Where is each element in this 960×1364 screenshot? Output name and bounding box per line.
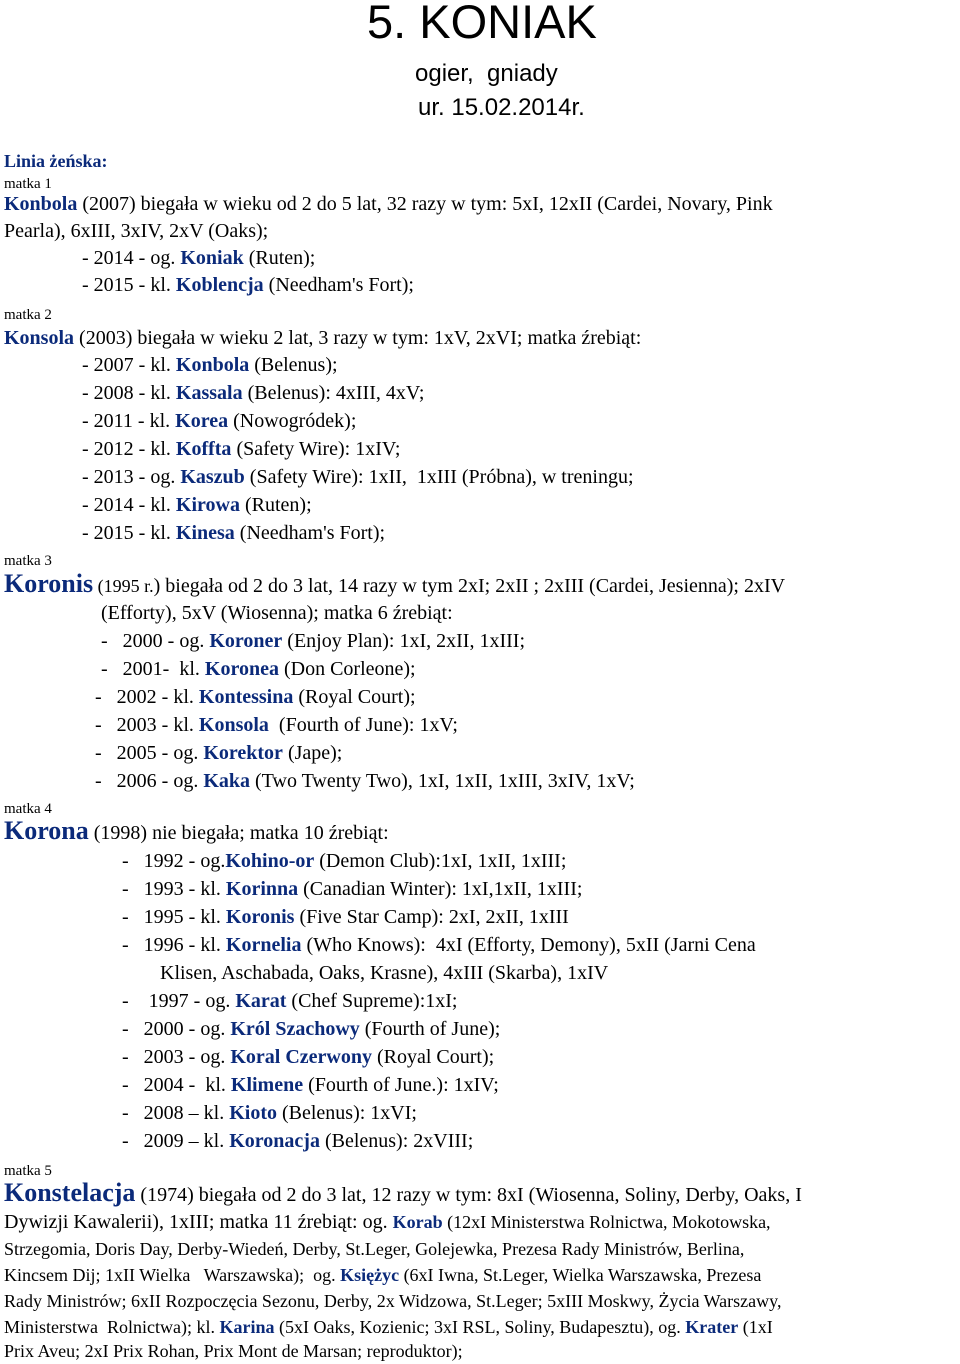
mare-name: Koronis <box>4 569 94 598</box>
matka4-offspring <box>122 1100 417 1126</box>
text: (1974) biegała od 2 do 3 lat, 12 razy w tym: 8xI (Wiosenna, Soliny, Derby, Oaks, I <box>135 1184 802 1206</box>
text: (Don Corleone); <box>278 658 416 680</box>
text: - 1992 - og. <box>122 850 226 872</box>
text: (2003) biegała w wieku 2 lat, 3 razy w tym: 1xV, 2xVI; matka źrebiąt: <box>74 327 642 349</box>
offspring-name: Kornelia <box>225 934 302 956</box>
text: - 2003 - og. <box>122 1046 231 1068</box>
offspring-name: Karina <box>219 1317 275 1337</box>
offspring-name: Koroner <box>209 630 283 652</box>
offspring-name: Konsola <box>198 714 269 736</box>
matka5-line3: Strzegomia, Doris Day, Derby-Wiedeń, Derby, St.Leger, Golejewka, Prezesa Rady Ministrów, Berlina, <box>4 1239 745 1259</box>
text: (Ruten); <box>239 494 312 516</box>
matka5-line2 <box>4 1209 771 1235</box>
text: (2007) biegała w wieku od 2 do 5 lat, 32 razy w tym: 5xI, 12xII (Cardei, Novary, Pink <box>77 193 773 215</box>
text: Dywizji Kawalerii), 1xIII; matka 11 źrebiąt: og. <box>4 1211 393 1233</box>
offspring-name: Król Szachowy <box>230 1018 360 1040</box>
text: (Who Knows): 4xI (Efforty, Demony), 5xII (Jarni Cena <box>301 934 756 956</box>
offspring-name: Karat <box>235 990 287 1012</box>
matka1-offspring-1 <box>82 245 315 271</box>
offspring-name: Kaszub <box>180 466 245 488</box>
offspring-name: Księżyc <box>340 1265 400 1285</box>
mare-name: Konsola <box>4 327 75 349</box>
matka5-line4 <box>4 1262 761 1288</box>
matka1-offspring-2 <box>82 272 414 298</box>
matka5-label: matka 5 <box>4 1163 52 1179</box>
text: (Nowogródek); <box>228 410 357 432</box>
text: (1998) nie biegała; matka 10 źrebiąt: <box>88 822 389 844</box>
offspring-name: Kontessina <box>198 686 294 708</box>
text: - 2011 - kl. <box>82 410 176 432</box>
text: (Royal Court); <box>293 686 416 708</box>
text: - 2015 - kl. <box>82 274 176 296</box>
text: (Canadian Winter): 1xI,1xII, 1xIII; <box>298 878 583 900</box>
matka3-offspring <box>101 656 416 682</box>
matka3-line1 <box>4 571 785 599</box>
text: (Fourth of June.): 1xIV; <box>303 1074 499 1096</box>
offspring-name: Kioto <box>229 1102 277 1124</box>
text: (Belenus): 2xVIII; <box>319 1130 474 1152</box>
matka5-line5: Rady Ministrów; 6xII Rozpoczęcia Sezonu, Derby, 2x Widzowa, St.Leger; 5xIII Moskwy, Życia Warszawy, <box>4 1291 782 1311</box>
text: (Safety Wire): 1xIV; <box>231 438 401 460</box>
page-title: 5. KONIAK <box>367 0 597 48</box>
matka4-offspring <box>122 848 566 874</box>
text: - 2005 - og. <box>95 742 204 764</box>
offspring-name: Kirowa <box>175 494 240 516</box>
offspring-name: Korinna <box>225 878 299 900</box>
matka4-offspring <box>122 1072 499 1098</box>
text: - 2012 - kl. <box>82 438 176 460</box>
offspring-name: Kohino-or <box>225 850 315 872</box>
matka3-offspring <box>95 740 342 766</box>
offspring-name: Koronacja <box>229 1130 320 1152</box>
matka4-offspring <box>122 1044 494 1070</box>
matka1-label: matka 1 <box>4 176 52 192</box>
text: - 2006 - og. <box>95 770 204 792</box>
text: - 2002 - kl. <box>95 686 199 708</box>
text: (Belenus): 4xIII, 4xV; <box>242 382 425 404</box>
matka2-offspring <box>82 380 424 406</box>
matka4-offspring-continued <box>160 960 608 986</box>
text: (Safety Wire): 1xII, 1xIII (Próbna), w treningu; <box>244 466 634 488</box>
subtitle-sex-color: ogier, gniady <box>415 60 558 87</box>
text: - 1997 - og. <box>122 990 236 1012</box>
text: - 2000 - og. <box>122 1018 231 1040</box>
text: - 2001- kl. <box>101 658 205 680</box>
matka5-line1 <box>4 1180 802 1208</box>
offspring-name: Koronis <box>225 906 295 928</box>
matka5-line7: Prix Aveu; 2xI Prix Rohan, Prix Mont de Marsan; reproduktor); <box>4 1341 463 1361</box>
offspring-name: Korea <box>175 410 229 432</box>
text: (Needham's Fort); <box>234 522 386 544</box>
matka4-offspring <box>122 988 458 1014</box>
text: Klisen, Aschabada, Oaks, Krasne), 4xIII (Skarba), 1xIV <box>160 962 609 984</box>
text: (Royal Court); <box>371 1046 495 1068</box>
matka3-offspring <box>101 628 525 654</box>
offspring-name: Kassala <box>175 382 243 404</box>
matka4-offspring <box>122 1016 500 1042</box>
offspring-name: Klimene <box>230 1074 304 1096</box>
text: - 1993 - kl. <box>122 878 226 900</box>
text: Kincsem Dij; 1xII Wielka Warszawska); og. <box>4 1265 341 1285</box>
text: - 2008 - kl. <box>82 382 176 404</box>
matka5-line6 <box>4 1314 773 1340</box>
text: (Fourth of June): 1xV; <box>268 714 458 736</box>
offspring-name: Koffta <box>175 438 232 460</box>
offspring-name: Kinesa <box>175 522 235 544</box>
matka2-offspring <box>82 492 312 518</box>
matka2-offspring <box>82 436 400 462</box>
text: - 2013 - og. <box>82 466 181 488</box>
text: (6xI Iwna, St.Leger, Wielka Warszawska, Prezesa <box>399 1265 762 1285</box>
text: - 2000 - og. <box>101 630 210 652</box>
offspring-name: Krater <box>685 1317 739 1337</box>
text: (Two Twenty Two), 1xI, 1xII, 1xIII, 3xIV, 1xV; <box>250 770 635 792</box>
text: (1xI <box>738 1317 773 1337</box>
matka4-offspring <box>122 932 756 958</box>
text: Ministerstwa Rolnictwa); kl. <box>4 1317 220 1337</box>
matka2-offspring <box>82 352 338 378</box>
matka3-line2: (Efforty), 5xV (Wiosenna); matka 6 źrebiąt: <box>101 602 453 624</box>
text: - 1996 - kl. <box>122 934 226 956</box>
text: (Fourth of June); <box>359 1018 501 1040</box>
offspring-name: Korektor <box>203 742 283 764</box>
matka2-offspring <box>82 520 385 546</box>
mare-name: Korona <box>4 816 89 845</box>
matka2-offspring <box>82 408 356 434</box>
text: (Enjoy Plan): 1xI, 2xII, 1xIII; <box>282 630 526 652</box>
text: - 2004 - kl. <box>122 1074 231 1096</box>
offspring-name: Koral Czerwony <box>230 1046 372 1068</box>
matka2-label: matka 2 <box>4 307 52 323</box>
matka2-offspring <box>82 464 634 490</box>
mare-name: Konstelacja <box>4 1178 136 1207</box>
text: (12xI Ministerstwa Rolnictwa, Mokotowska, <box>442 1212 771 1232</box>
mare-name: Konbola <box>4 193 78 215</box>
matka4-offspring <box>122 876 582 902</box>
linia-label-text: Linia żeńska: <box>4 151 108 171</box>
text: - 2009 – kl. <box>122 1130 230 1152</box>
subtitle-birthdate: ur. 15.02.2014r. <box>418 94 585 121</box>
text: (5xI Oaks, Kozienic; 3xI RSL, Soliny, Budapesztu), og. <box>274 1317 686 1337</box>
matka3-label: matka 3 <box>4 553 52 569</box>
offspring-name: Koronea <box>204 658 279 680</box>
offspring-name: Koblencja <box>175 274 264 296</box>
text: (Belenus): 1xVI; <box>277 1102 417 1124</box>
text: ) biegała od 2 do 3 lat, 14 razy w tym 2xI; 2xII ; 2xIII (Cardei, Jesienna); 2xIV <box>153 575 786 597</box>
text: (Demon Club):1xI, 1xII, 1xIII; <box>314 850 567 872</box>
text: (Chef Supreme):1xI; <box>286 990 458 1012</box>
text: (Needham's Fort); <box>263 274 414 296</box>
text: (Ruten); <box>243 247 316 269</box>
matka1-line1 <box>4 191 773 217</box>
text: - 2015 - kl. <box>82 522 176 544</box>
offspring-name: Korab <box>392 1212 443 1232</box>
offspring-name: Konbola <box>175 354 250 376</box>
matka3-offspring <box>95 712 458 738</box>
text: (Belenus); <box>249 354 338 376</box>
text: - 1995 - kl. <box>122 906 226 928</box>
matka3-offspring <box>95 768 635 794</box>
matka3-offspring <box>95 684 416 710</box>
text: (Five Star Camp): 2xI, 2xII, 1xIII <box>294 906 569 928</box>
text: - 2003 - kl. <box>95 714 199 736</box>
text: - 2008 – kl. <box>122 1102 230 1124</box>
matka4-offspring <box>122 904 569 930</box>
offspring-name: Kaka <box>203 770 251 792</box>
text: - 2014 - og. <box>82 247 181 269</box>
text: (1995 r. <box>93 576 154 596</box>
matka1-line2: Pearla), 6xIII, 3xIV, 2xV (Oaks); <box>4 220 269 242</box>
matka4-line1 <box>4 818 389 846</box>
text: (Jape); <box>282 742 343 764</box>
matka4-label: matka 4 <box>4 801 52 817</box>
offspring-name: Koniak <box>180 247 244 269</box>
text: - 2007 - kl. <box>82 354 176 376</box>
matka2-line1 <box>4 325 641 351</box>
text: - 2014 - kl. <box>82 494 176 516</box>
matka4-offspring <box>122 1128 473 1154</box>
